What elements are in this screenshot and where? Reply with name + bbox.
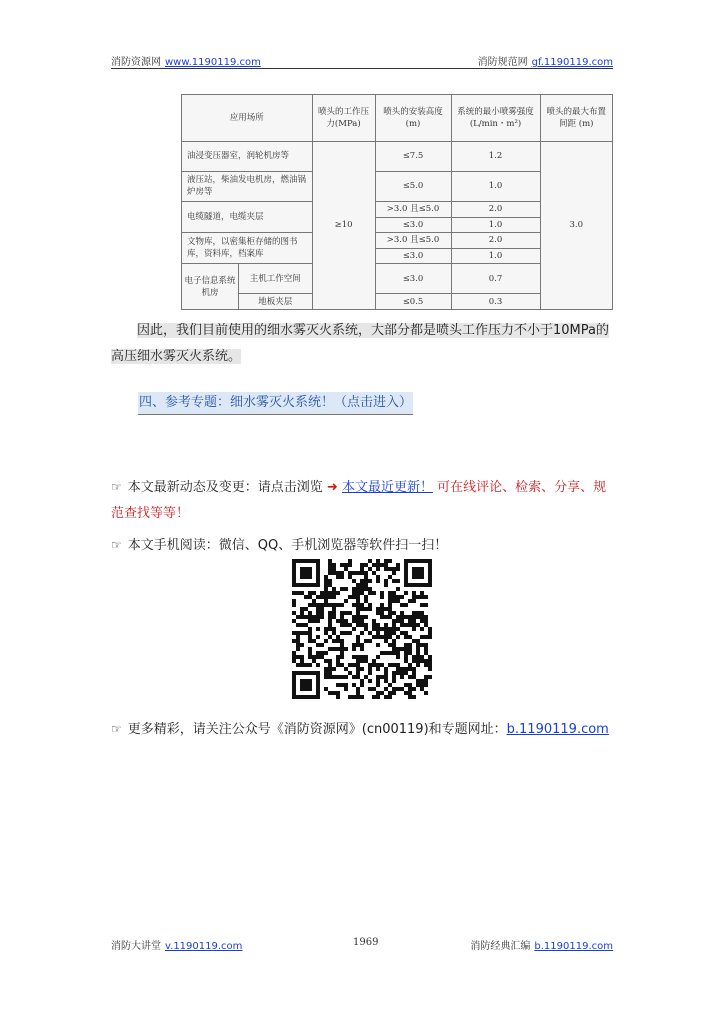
paragraph-text: 因此，我们目前使用的细水雾灭火系统，大部分都是喷头工作压力不小于10MPa的高压细水雾灭火系统。 bbox=[111, 323, 609, 364]
table-cell-pressure: ≥10 bbox=[312, 141, 375, 309]
footer-left bbox=[111, 937, 242, 952]
page-header bbox=[111, 52, 613, 69]
table-cell-intensity: 0.3 bbox=[451, 294, 540, 310]
reference-link-box bbox=[138, 392, 413, 415]
header-code-label: 消防规范网 bbox=[477, 57, 528, 68]
table-cell-intensity: 2.0 bbox=[451, 233, 540, 249]
body-paragraph bbox=[111, 318, 615, 370]
reference-link[interactable]: 四、参考专题：细水雾灭火系统！（点击进入） bbox=[139, 395, 413, 410]
table-cell-intensity: 1.0 bbox=[451, 217, 540, 233]
follow-link[interactable]: b.1190119.com bbox=[506, 722, 609, 737]
update-link[interactable]: 本文最近更新！ bbox=[341, 480, 433, 495]
qr-code-icon[interactable] bbox=[292, 559, 432, 699]
table-cell-intensity: 1.0 bbox=[451, 248, 540, 264]
table-cell-place: 油浸变压器室，润轮机房等 bbox=[182, 141, 313, 171]
arrow-icon: ➜ bbox=[326, 480, 338, 495]
table-cell-place: 电缆隧道，电缆夹层 bbox=[182, 201, 313, 232]
pointing-hand-icon: ☞ bbox=[111, 722, 122, 736]
table-cell-height: ≤3.0 bbox=[375, 217, 451, 233]
table-header: 应用场所 bbox=[182, 95, 313, 142]
table-cell-subplace: 地板夹层 bbox=[258, 296, 293, 307]
table-header: 喷头的安装高度(m) bbox=[375, 95, 451, 142]
header-left bbox=[111, 53, 261, 68]
table-header: 系统的最小喷雾强度 (L/min・m²) bbox=[451, 95, 540, 142]
table-cell-height: ≤7.5 bbox=[375, 141, 451, 171]
update-prefix: 本文最新动态及变更：请点击浏览 bbox=[127, 480, 323, 495]
table-cell-height: ≤3.0 bbox=[375, 248, 451, 264]
table-cell-spacing: 3.0 bbox=[540, 141, 612, 309]
mobile-line bbox=[111, 534, 447, 553]
table-header: 喷头的工作压力(MPa) bbox=[312, 95, 375, 142]
table-cell-intensity: 1.2 bbox=[451, 141, 540, 171]
footer-right bbox=[470, 937, 613, 952]
table-header: 喷头的最大布置间距 (m) bbox=[540, 95, 612, 142]
table-cell-subplace: 主机工作空间 bbox=[239, 264, 312, 294]
table-cell-intensity: 2.0 bbox=[451, 201, 540, 217]
follow-text: 更多精彩，请关注公众号《消防资源网》(cn00119)和专题网址： bbox=[127, 722, 507, 737]
table-cell-height: ≤3.0 bbox=[375, 264, 451, 294]
follow-line bbox=[111, 718, 609, 737]
table-cell-place-group bbox=[182, 264, 313, 310]
header-site-label: 消防资源网 bbox=[111, 57, 161, 68]
table-cell-intensity: 0.7 bbox=[451, 264, 540, 294]
table-cell-place: 电子信息系统机房 bbox=[182, 264, 239, 309]
footer-site-label: 消防大讲堂 bbox=[111, 941, 161, 952]
footer-site-link[interactable]: v.1190119.com bbox=[165, 941, 243, 952]
table-cell-height: >3.0 且≤5.0 bbox=[375, 233, 451, 249]
spec-table-image bbox=[181, 94, 613, 310]
update-suffix: 可在线评论、检索、分享、规范查找等等！ bbox=[111, 480, 607, 521]
footer-collection-link[interactable]: b.1190119.com bbox=[534, 941, 613, 952]
mobile-text: 本文手机阅读：微信、QQ、手机浏览器等软件扫一扫！ bbox=[127, 538, 448, 553]
spec-table bbox=[181, 94, 613, 310]
update-line bbox=[111, 474, 616, 527]
pointing-hand-icon: ☞ bbox=[111, 538, 122, 552]
table-cell-height: ≤5.0 bbox=[375, 171, 451, 201]
table-cell-place: 文物库，以密集柜存储的图书库，资料库，档案库 bbox=[182, 233, 313, 264]
header-right bbox=[478, 53, 613, 68]
table-cell-place: 液压站，柴油发电机房，燃油锅炉房等 bbox=[182, 171, 313, 201]
page-number: 1969 bbox=[353, 937, 379, 948]
table-cell-height: >3.0 且≤5.0 bbox=[375, 201, 451, 217]
table-cell-height: ≤0.5 bbox=[375, 294, 451, 310]
footer-collection-label: 消防经典汇编 bbox=[470, 941, 531, 952]
header-site-link[interactable]: www.1190119.com bbox=[165, 57, 261, 68]
table-cell-intensity: 1.0 bbox=[451, 171, 540, 201]
pointing-hand-icon: ☞ bbox=[111, 480, 122, 494]
header-code-link[interactable]: gf.1190119.com bbox=[531, 57, 613, 68]
